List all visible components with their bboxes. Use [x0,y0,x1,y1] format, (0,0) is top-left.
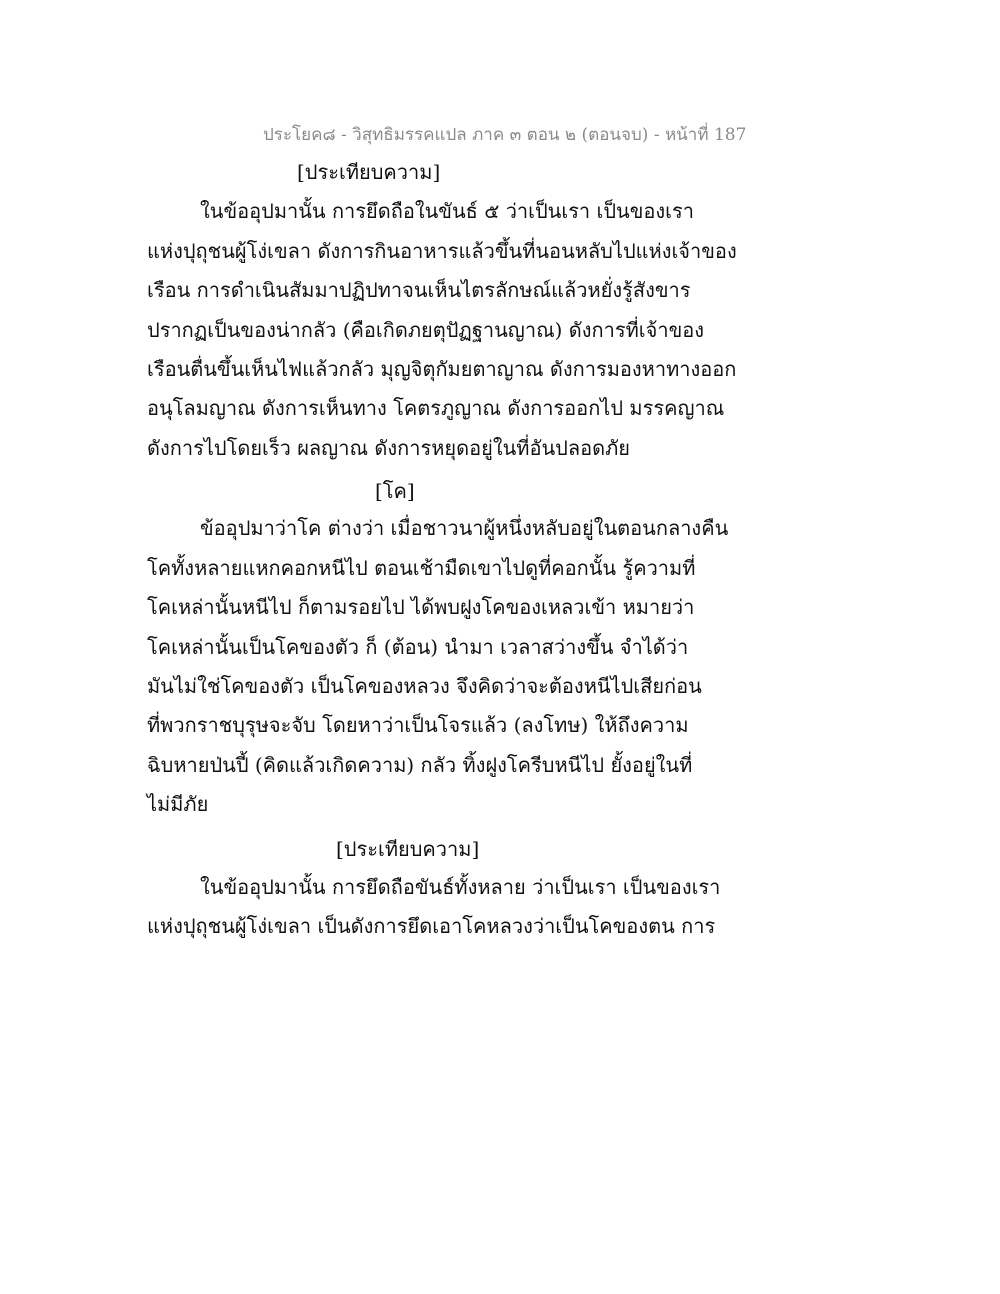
paragraph-line: ฉิบหายป่นปี้ (คิดแล้วเกิดความ) กลัว ทิ้งฝูงโครีบหนีไป ยั้งอยู่ในที่ [147,753,693,777]
paragraph-line: โคเหล่านั้นหนีไป ก็ตามรอยไป ได้พบฝูงโคของเหลวเข้า หมายว่า [147,595,695,619]
paragraph-line: แห่งปุถุชนผู้โง่เขลา เป็นดังการยึดเอาโคหลวงว่าเป็นโคของตน การ [147,914,716,938]
paragraph-line: ดังการไปโดยเร็ว ผลญาณ ดังการหยุดอยู่ในที่อันปลอดภัย [147,436,630,460]
paragraph-line: อนุโลมญาณ ดังการเห็นทาง โคตรภูญาณ ดังการออกไป มรรคญาณ [147,396,725,420]
paragraph-line: ในข้ออุปมานั้น การยึดถือในขันธ์ ๕ ว่าเป็นเรา เป็นของเรา [200,199,694,223]
paragraph-line: ที่พวกราชบุรุษจะจับ โดยหาว่าเป็นโจรแล้ว (ลงโทษ) ให้ถึงความ [147,713,689,737]
paragraph-line: เรือน การดำเนินสัมมาปฏิปทาจนเห็นไตรลักษณ์แล้วหยั่งรู้สังขาร [147,278,691,302]
section-heading: [โค] [375,479,415,503]
paragraph-line: โคเหล่านั้นเป็นโคของตัว ก็ (ต้อน) นำมา เวลาสว่างขึ้น จำได้ว่า [147,635,689,659]
paragraph-line: เรือนตื่นขึ้นเห็นไฟแล้วกลัว มุญจิตุกัมยตาญาณ ดังการมองหาทางออก [147,357,737,381]
paragraph-line: ในข้ออุปมานั้น การยึดถือขันธ์ทั้งหลาย ว่าเป็นเรา เป็นของเรา [200,875,721,899]
paragraph-line: โคทั้งหลายแหกคอกหนีไป ตอนเช้ามืดเขาไปดูที่คอกนั้น รู้ความที่ [147,556,696,580]
paragraph-line: แห่งปุถุชนผู้โง่เขลา ดังการกินอาหารแล้วขึ้นที่นอนหลับไปแห่งเจ้าของ [147,239,737,263]
running-header: ประโยค๘ - วิสุทธิมรรคแปล ภาค ๓ ตอน ๒ (ตอนจบ) - หน้าที่ 187 [263,125,747,145]
paragraph-line: ปรากฏเป็นของน่ากลัว (คือเกิดภยตุปัฏฐานญาณ) ดังการที่เจ้าของ [147,318,705,342]
paragraph-line: ข้ออุปมาว่าโค ต่างว่า เมื่อชาวนาผู้หนึ่งหลับอยู่ในตอนกลางคืน [200,516,729,540]
paragraph-line: มันไม่ใช่โคของตัว เป็นโคของหลวง จึงคิดว่าจะต้องหนีไปเสียก่อน [147,674,702,698]
section-heading: [ประเทียบความ] [336,837,480,861]
section-heading: [ประเทียบความ] [297,160,441,184]
paragraph-line: ไม่มีภัย [147,792,209,816]
